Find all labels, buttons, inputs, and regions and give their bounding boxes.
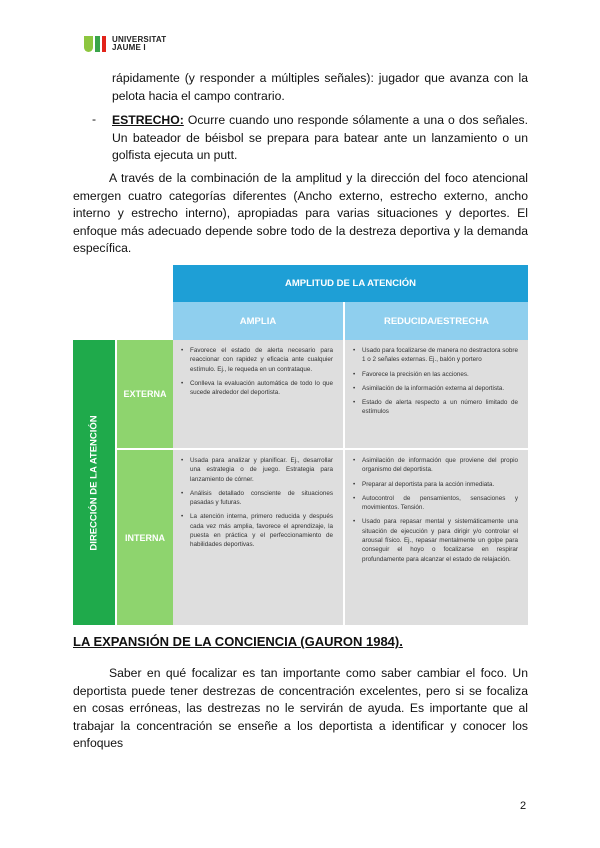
list-item: • Usada para analizar y planificar. Ej., desarrollar una estrategia o de juego. Estrategia para lanzamiento de córner.: [181, 456, 333, 484]
list-item: • Preparar al deportista para la acción inmediata.: [353, 480, 518, 489]
list-item: • La atención interna, primero reducida y después cada vez más amplia, favorece el aprendizaje, la puesta en práctica y el perfeccionamiento de habilidades deportivas.: [181, 512, 333, 549]
university-logo: [84, 34, 166, 54]
bullet-text: Ocurre cuando uno responde sólamente a una o dos señales. Un bateador de béisbol se prepara para batear ante un lanzamiento o un golfista ejecuta un putt.: [112, 113, 528, 162]
cell-externa-reducida: [345, 340, 528, 450]
list-item: • Autocontrol de pensamientos, sensaciones y movimientos. Tensión.: [353, 494, 518, 513]
table-title: AMPLITUD DE LA ATENCIÓN: [173, 265, 528, 302]
list-item: • Asimilación de la información externa al deportista.: [353, 384, 518, 393]
list-item: • Usado para focalizarse de manera no destractora sobre 1 o 2 señales externas. Ej., balón y portero: [353, 346, 518, 365]
list-item: • Estado de alerta respecto a un número limitado de estímulos: [353, 398, 518, 417]
list-item: • Conlleva la evaluación automática de todo lo que sucede alrededor del deportista.: [181, 379, 333, 398]
bullet-paragraph: [112, 112, 528, 165]
list-item: • Análisis detallado consciente de situaciones pasadas y futuras.: [181, 489, 333, 508]
cell-interna-amplia: [173, 450, 345, 625]
page-number: 2: [520, 800, 527, 812]
logo-text: [112, 36, 166, 52]
bullet-keyword: ESTRECHO:: [112, 113, 184, 127]
row-group-header: [73, 340, 115, 625]
row-header-interna: INTERNA: [115, 450, 173, 625]
uji-logo-icon: [84, 36, 106, 52]
logo-line-2: JAUME I: [112, 43, 146, 52]
paragraph-1: rápidamente (y responder a múltiples señales): jugador que avanza con la pelota hacia el campo contrario.: [112, 71, 528, 103]
cell-externa-amplia: [173, 340, 345, 450]
row-header-externa: EXTERNA: [115, 340, 173, 450]
paragraph-3: Saber en qué focalizar es tan importante como saber cambiar el foco. Un deportista puede tener destrezas de concentración excelentes, pero si se focaliza en cosas erróneas, las destrezas no le servirán de ayuda. Es importante que al trabajar la concentración se enseñe a los deportista a identificar y conocer los enfoques: [73, 666, 528, 750]
list-item: • Favorece la precisión en las acciones.: [353, 370, 518, 379]
paragraph-2: A través de la combinación de la amplitud y la dirección del foco atencional emergen cuatro categorías diferentes (Ancho externo, estrecho externo, ancho interno y estrecho interno), apropiadas para varias situaciones y deportes. El enfoque más adecuado depende sobre todo de la destreza deportiva y la demanda específica.: [73, 171, 528, 255]
row-group-label: DIRECCIÓN DE LA ATENCIÓN: [88, 414, 100, 551]
section-heading: LA EXPANSIÓN DE LA CONCIENCIA (GAURON 1984).: [73, 634, 403, 649]
attention-table: [73, 265, 528, 625]
list-item: • Usado para repasar mental y sistemáticamente una situación de ejecución y para dirigir y/o controlar el arousal físico. Ej., repasar mentalmente un golpe para conseguir el hoyo o focalizarse en respirar profundamente para alcanzar el estado de relajación.: [353, 517, 518, 563]
column-header-reducida: REDUCIDA/ESTRECHA: [345, 302, 528, 340]
logo-line-1: UNIVERSITAT: [112, 35, 167, 44]
list-item: • Asimilación de información que proviene del propio organismo del deportista.: [353, 456, 518, 475]
cell-interna-reducida: [345, 450, 528, 625]
list-item: • Favorece el estado de alerta necesario para reaccionar con rapidez y eficacia ante cualquier estímulo. Ej., le requeda en un contrataque.: [181, 346, 333, 374]
column-header-amplia: AMPLIA: [173, 302, 345, 340]
bullet-dash: -: [92, 112, 97, 126]
